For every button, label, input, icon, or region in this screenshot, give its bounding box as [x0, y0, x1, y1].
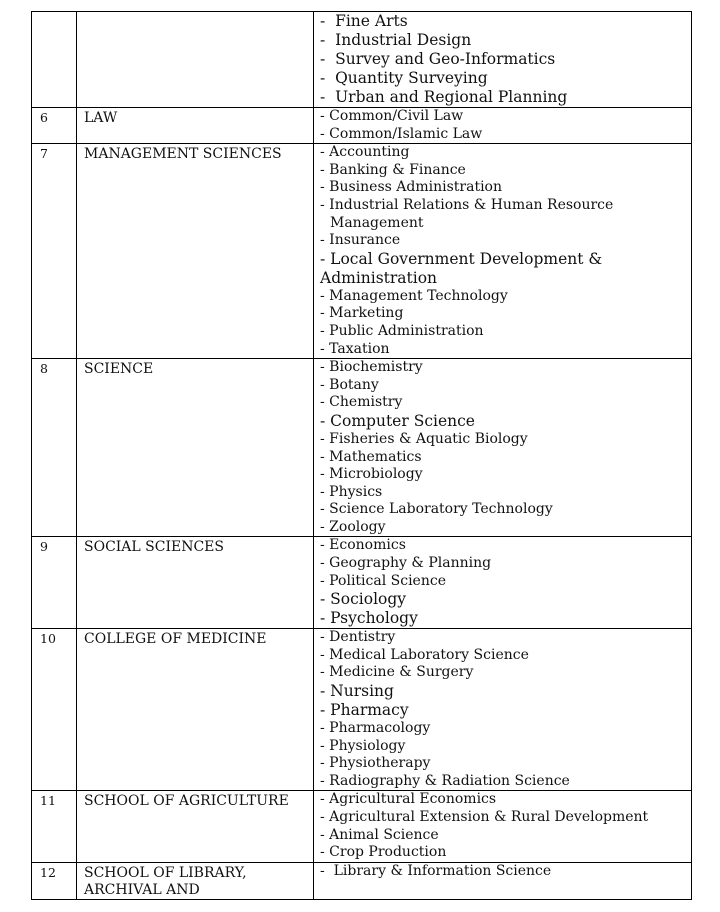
programme-item: - Taxation	[320, 340, 390, 357]
programme-item: - Fisheries & Aquatic Biology	[320, 430, 528, 447]
faculty-name: COLLEGE OF MEDICINE	[77, 629, 314, 791]
table-row	[32, 144, 692, 359]
faculty-name: SCHOOL OF LIBRARY, ARCHIVAL AND	[77, 862, 314, 899]
programme-item: - Management Technology	[320, 287, 508, 304]
table-row	[32, 629, 692, 791]
programme-item: - Nursing	[320, 682, 394, 701]
programme-item: - Dentistry	[320, 629, 396, 646]
table-row	[32, 537, 692, 629]
programme-item: - Economics	[320, 537, 406, 554]
programme-item: - Accounting	[320, 144, 410, 161]
faculty-name: MANAGEMENT SCIENCES	[77, 144, 314, 359]
row-number: 12	[32, 862, 77, 899]
programme-item: - Banking & Finance	[320, 161, 466, 178]
programme-item: - Physics	[320, 483, 383, 500]
programme-item: - Chemistry	[320, 394, 403, 411]
faculty-name: LAW	[77, 108, 314, 144]
programmes-table-body	[32, 12, 692, 900]
row-number: 9	[32, 537, 77, 629]
programme-item: - Local Government Development & Administration	[320, 249, 608, 287]
programme-item: - Common/Islamic Law	[320, 125, 483, 142]
row-number: 10	[32, 629, 77, 791]
row-number: 6	[32, 108, 77, 144]
programme-item: - Animal Science	[320, 826, 439, 843]
programme-item: - Zoology	[320, 518, 386, 535]
programme-item: - Agricultural Extension & Rural Development	[320, 809, 649, 825]
programme-item: - Insurance	[320, 232, 401, 249]
programme-item: - Geography & Planning	[320, 555, 492, 572]
programme-list	[314, 144, 692, 359]
row-number: 8	[32, 359, 77, 537]
programme-item: - Pharmacy	[320, 701, 409, 720]
programme-item: - Psychology	[320, 609, 418, 628]
programme-list	[314, 629, 692, 791]
programme-item: - Medicine & Surgery	[320, 664, 474, 681]
programme-item: - Physiology	[320, 737, 406, 754]
programme-item: - Radiography & Radiation Science	[320, 772, 570, 789]
programme-item: - Botany	[320, 376, 379, 393]
programme-item: - Mathematics	[320, 448, 422, 465]
table-row	[32, 791, 692, 862]
programme-item: - Marketing	[320, 305, 404, 322]
programme-item: - Science Laboratory Technology	[320, 501, 553, 518]
row-number	[32, 12, 77, 108]
programme-list	[314, 108, 692, 144]
programme-item: - Common/Civil Law	[320, 108, 464, 124]
programme-list	[314, 791, 692, 862]
programme-item: - Agricultural Economics	[320, 791, 497, 808]
programmes-table	[31, 11, 692, 900]
table-row	[32, 12, 692, 108]
programme-list	[314, 12, 692, 108]
programme-item: - Urban and Regional Planning	[320, 88, 568, 106]
faculty-name: SOCIAL SCIENCES	[77, 537, 314, 629]
table-row	[32, 862, 692, 899]
faculty-name: SCIENCE	[77, 359, 314, 537]
programme-list	[314, 359, 692, 537]
programme-item: - Microbiology	[320, 466, 423, 483]
row-number: 7	[32, 144, 77, 359]
programme-item: - Public Administration	[320, 322, 484, 339]
programme-list	[314, 862, 692, 899]
programme-item: - Quantity Surveying	[320, 69, 488, 87]
programme-item: - Library & Information Science	[320, 862, 552, 879]
table-row	[32, 108, 692, 144]
faculty-name	[77, 12, 314, 108]
programme-item: - Computer Science	[320, 411, 475, 430]
programme-item: - Fine Arts	[320, 12, 408, 30]
programme-item: - Physiotherapy	[320, 755, 431, 772]
programme-item: - Business Administration	[320, 179, 502, 196]
programme-item: - Biochemistry	[320, 359, 423, 376]
programme-item: - Industrial Design	[320, 31, 472, 49]
programme-item: - Medical Laboratory Science	[320, 646, 529, 663]
programme-item: - Pharmacology	[320, 720, 431, 737]
programme-list	[314, 537, 692, 629]
row-number: 11	[32, 791, 77, 862]
programme-item: - Survey and Geo-Informatics	[320, 50, 556, 68]
programme-item: - Industrial Relations & Human Resource Management	[320, 196, 618, 231]
table-row	[32, 359, 692, 537]
faculty-name: SCHOOL OF AGRICULTURE	[77, 791, 314, 862]
programme-item: - Crop Production	[320, 844, 447, 861]
programme-item: - Sociology	[320, 590, 407, 609]
programme-item: - Political Science	[320, 572, 446, 589]
